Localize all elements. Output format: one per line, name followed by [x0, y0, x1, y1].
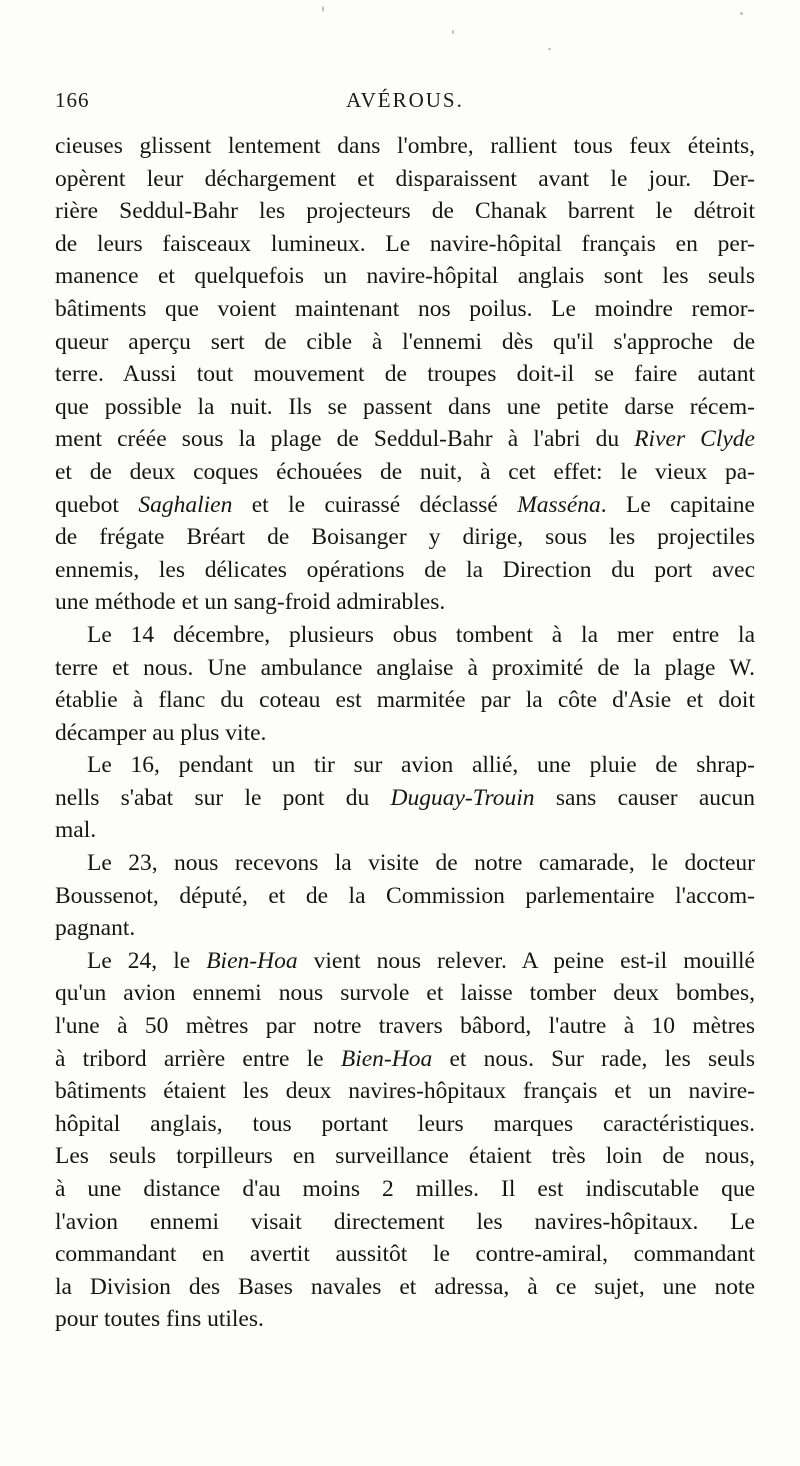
text-segment: établie à flanc du coteau est marmitée par la côte d'Asie et doit: [55, 687, 755, 714]
text-line: [55, 652, 755, 685]
body-text: [55, 130, 755, 1336]
text-segment: l'avion ennemi visait directement les navires-hôpitaux. Le: [55, 1208, 755, 1235]
text-line: [55, 1108, 755, 1141]
text-segment: Le 23, nous recevons la visite de notre camarade, le docteur: [87, 850, 755, 877]
text-line: [55, 586, 755, 619]
text-line: [55, 1173, 755, 1206]
text-segment: Le 24, le: [87, 947, 207, 974]
text-segment: hôpital anglais, tous portant leurs marques caractéristiques.: [55, 1110, 755, 1137]
text-segment: terre et nous. Une ambulance anglaise à proximité de la plage W.: [55, 654, 755, 681]
text-segment: quebot: [55, 491, 139, 518]
text-line: [55, 326, 755, 359]
text-segment: manence et quelquefois un navire-hôpital anglais sont les seuls: [55, 263, 755, 290]
text-line: [55, 195, 755, 228]
text-line: [55, 1140, 755, 1173]
text-line: [55, 977, 755, 1010]
text-segment: Le 14 décembre, plusieurs obus tombent à la mer entre la: [87, 621, 755, 648]
text-line: [55, 1010, 755, 1043]
text-segment: Boussenot, député, et de la Commission parlementaire l'accom-: [55, 882, 755, 909]
running-head: AVÉROUS.: [346, 88, 464, 112]
text-segment: cieuses glissent lentement dans l'ombre, rallient tous feux éteints,: [55, 133, 755, 159]
text-segment: et le cuirassé déclassé: [232, 491, 518, 518]
text-segment: décamper au plus vite.: [55, 719, 267, 746]
italic-ship-name: Duguay-Trouin: [390, 784, 535, 811]
text-segment: de leurs faisceaux lumineux. Le navire-hôpital français en per-: [55, 230, 755, 257]
text-line: [55, 130, 755, 163]
text-segment: qu'un avion ennemi nous survole et laisse tomber deux bombes,: [55, 980, 755, 1007]
text-line: [55, 1043, 755, 1076]
text-segment: queur aperçu sert de cible à l'ennemi dès qu'il s'approche de: [55, 328, 755, 355]
text-line: [55, 489, 755, 522]
italic-ship-name: Bien-Hoa: [340, 1045, 433, 1072]
text-segment: la Division des Bases navales et adressa, à ce sujet, une note: [55, 1273, 755, 1300]
text-line: [55, 163, 755, 196]
text-segment: et nous. Sur rade, les seuls: [432, 1045, 755, 1072]
text-segment: terre. Aussi tout mouvement de troupes doit-il se faire autant: [55, 361, 755, 388]
italic-ship-name: Masséna: [517, 491, 601, 518]
text-line: [55, 847, 755, 880]
text-line: [55, 1238, 755, 1271]
text-segment: sans causer aucun: [534, 784, 755, 811]
text-segment: mal.: [55, 817, 97, 844]
text-line: [55, 521, 755, 554]
text-segment: une méthode et un sang-froid admirables.: [55, 589, 446, 616]
text-segment: bâtiments que voient maintenant nos poilus. Le moindre remor-: [55, 295, 755, 322]
text-line: [55, 1075, 755, 1108]
text-line: [55, 912, 755, 945]
text-segment: que possible la nuit. Ils se passent dans une petite darse récem-: [55, 393, 755, 420]
text-line: [55, 782, 755, 815]
text-segment: l'une à 50 mètres par notre travers bâbord, l'autre à 10 mètres: [55, 1013, 755, 1040]
text-segment: ennemis, les délicates opérations de la Direction du port avec: [55, 556, 755, 583]
text-line: [55, 293, 755, 326]
text-line: [55, 1271, 755, 1304]
text-line: [55, 358, 755, 391]
text-line: [55, 749, 755, 782]
text-line: [55, 260, 755, 293]
text-line: [55, 684, 755, 717]
text-line: [55, 814, 755, 847]
text-line: [55, 391, 755, 424]
text-segment: Les seuls torpilleurs en surveillance étaient très loin de nous,: [55, 1143, 755, 1170]
text-segment: nells s'abat sur le pont du: [55, 784, 391, 811]
text-segment: à une distance d'au moins 2 milles. Il est indiscutable que: [55, 1176, 755, 1202]
paper-speck: [740, 12, 743, 15]
text-segment: commandant en avertit aussitôt le contre-amiral, commandant: [55, 1241, 755, 1268]
text-line: [55, 945, 755, 978]
text-line: [55, 717, 755, 750]
page-header: [55, 88, 755, 118]
text-line: [55, 1303, 755, 1336]
italic-ship-name: Bien-Hoa: [206, 947, 298, 974]
text-line: [55, 423, 755, 456]
text-line: [55, 880, 755, 913]
text-segment: Le 16, pendant un tir sur avion allié, une pluie de shrap-: [87, 752, 755, 779]
text-segment: pagnant.: [55, 915, 136, 942]
text-segment: de frégate Bréart de Boisanger y dirige, sous les projectiles: [55, 524, 755, 551]
paper-speck: [452, 30, 454, 34]
text-line: [55, 456, 755, 489]
text-segment: . Le capitaine: [600, 491, 755, 518]
text-segment: pour toutes fins utiles.: [55, 1306, 264, 1333]
text-line: [55, 228, 755, 261]
text-line: [55, 1206, 755, 1239]
text-segment: et de deux coques échouées de nuit, à cet effet: le vieux pa-: [55, 458, 755, 485]
italic-ship-name: River Clyde: [634, 426, 755, 453]
italic-ship-name: Saghalien: [138, 491, 233, 518]
text-line: [55, 554, 755, 587]
text-segment: bâtiments étaient les deux navires-hôpitaux français et un navire-: [55, 1078, 755, 1105]
page-number: 166: [55, 88, 90, 112]
text-line: [55, 619, 755, 652]
text-segment: à tribord arrière entre le: [55, 1045, 341, 1072]
paper-speck: [548, 48, 551, 50]
text-segment: ment créée sous la plage de Seddul-Bahr à l'abri du: [55, 426, 635, 453]
text-segment: vient nous relever. A peine est-il mouillé: [297, 947, 755, 974]
text-segment: rière Seddul-Bahr les projecteurs de Chanak barrent le détroit: [55, 198, 755, 225]
text-segment: opèrent leur déchargement et disparaissent avant le jour. Der-: [55, 165, 755, 192]
paper-speck: [322, 6, 324, 12]
